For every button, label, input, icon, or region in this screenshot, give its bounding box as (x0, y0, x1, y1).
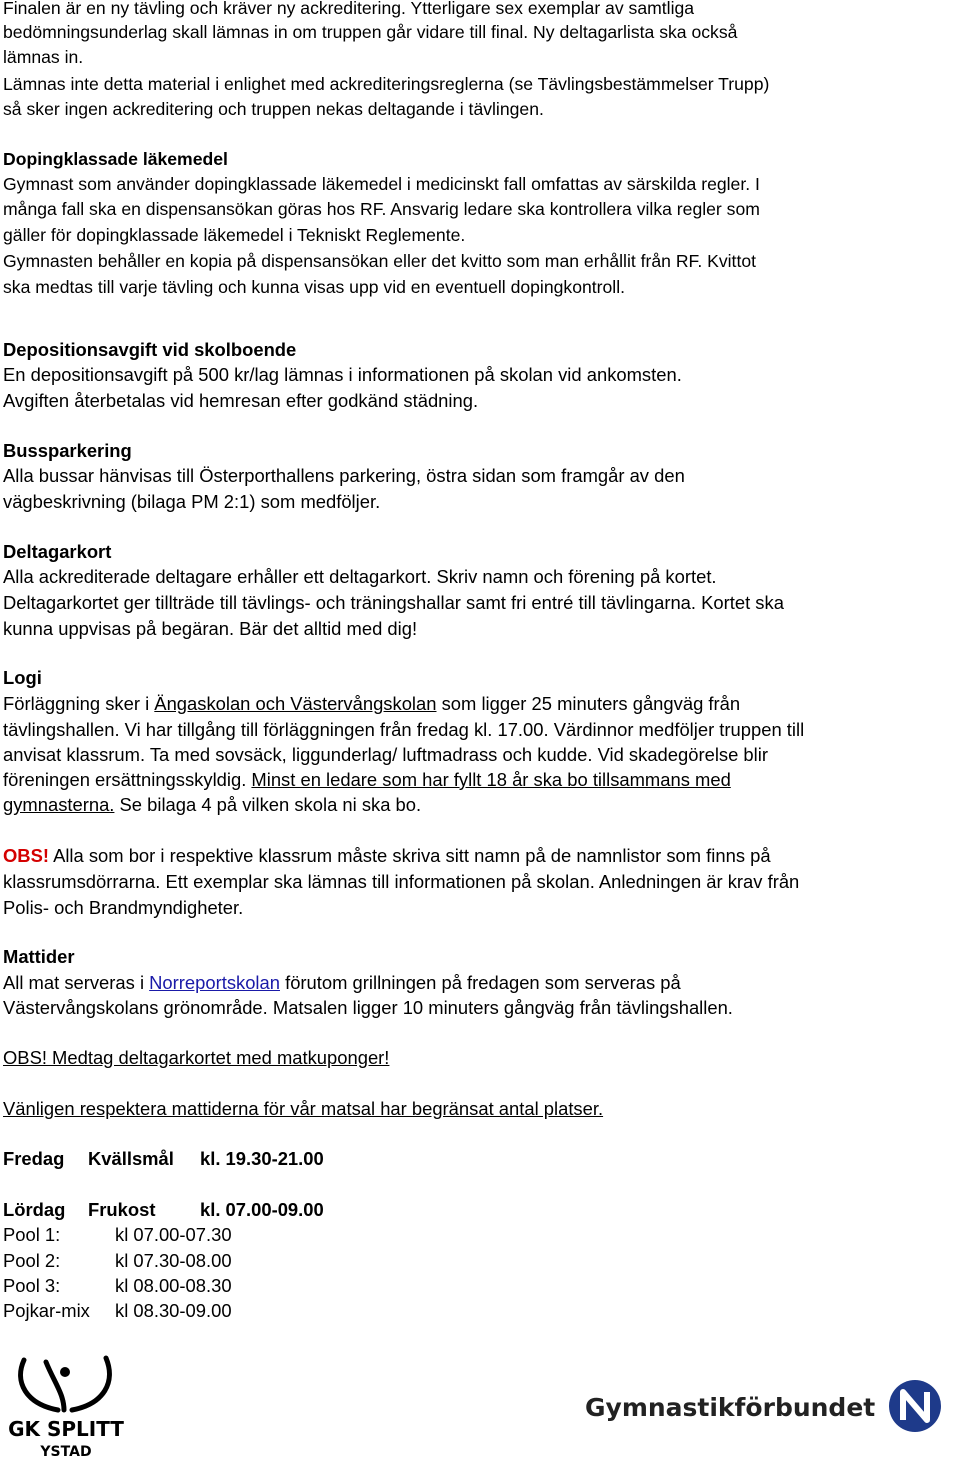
pool-name: Pool 2: (3, 1250, 61, 1271)
pool-time: kl 07.00-07.30 (115, 1224, 232, 1245)
bus-line: Alla bussar hänvisas till Österporthallens parkering, östra sidan som framgår av den (3, 465, 685, 486)
doping-line: gäller för dopingklassade läkemedel i Tekniskt Reglemente. (3, 225, 466, 245)
pool-name: Pool 1: (3, 1224, 61, 1245)
logi-heading: Logi (3, 667, 42, 688)
intro-line: så sker ingen ackreditering och truppen nekas deltagande i tävlingen. (3, 99, 544, 119)
logi-schools: Ängaskolan och Västervångskolan (154, 693, 437, 714)
card-line: kunna uppvisas på begäran. Bär det alltid med dig! (3, 618, 418, 639)
doping-line: Gymnasten behåller en kopia på dispensansökan eller det kvitto som man erhållit från RF. Kvittot (3, 251, 757, 271)
meals-heading: Mattider (3, 946, 75, 967)
logi-text: Se bilaga 4 på vilken skola ni ska bo. (114, 794, 422, 815)
deposit-heading: Depositionsavgift vid skolboende (3, 339, 297, 360)
pool-time: kl 08.00-08.30 (115, 1275, 232, 1296)
schedule-time: kl. 07.00-09.00 (200, 1199, 324, 1220)
logi-line (3, 792, 421, 818)
meals-text: förutom grillningen på fredagen som serveras på (279, 972, 681, 993)
deposit-line: Avgiften återbetalas vid hemresan efter godkänd städning. (3, 390, 479, 411)
logo-right-text: Gymnastikförbundet (585, 1393, 876, 1422)
doping-line: ska medtas till varje tävling och kunna visas upp vid en eventuell dopingkontroll. (3, 277, 626, 297)
schedule-time: kl. 19.30-21.00 (200, 1148, 324, 1169)
schedule-meal: Kvällsmål (88, 1148, 174, 1169)
logo-figure-stroke (72, 1358, 109, 1410)
logi-text: som ligger 25 minuters gångväg från (436, 693, 741, 714)
card-line: Deltagarkortet ger tillträde till tävlings- och träningshallar samt fri entré till tävlingarna. Kortet ska (3, 592, 784, 613)
doping-line: många fall ska en dispensansökan göras hos RF. Ansvarig ledare ska kontrollera vilka regler som (3, 199, 760, 219)
schedule-meal: Frukost (88, 1199, 156, 1220)
logi-line: tävlingshallen. Vi har tillgång till förläggningen från fredag kl. 17.00. Värdinnor medföljer truppen till (3, 719, 805, 740)
schedule-day: Fredag (3, 1148, 65, 1169)
card-heading: Deltagarkort (3, 541, 112, 562)
obs-line: klassrumsdörrarna. Ett exemplar ska lämnas till informationen på skolan. Anledningen är krav från (3, 871, 800, 892)
logi-line (3, 767, 731, 793)
intro-line: lämnas in. (3, 47, 84, 67)
pool-name: Pool 3: (3, 1275, 61, 1296)
card-line: Alla ackrediterade deltagare erhåller ett deltagarkort. Skriv namn och förening på kortet. (3, 566, 717, 587)
logo-figure-stroke (21, 1360, 58, 1410)
saturday-row (3, 1197, 324, 1223)
obs-text: Alla som bor i respektive klassrum måste skriva sitt namn på de namnlistor som finns på (48, 845, 771, 866)
logi-text: föreningen ersättningsskyldig. (3, 769, 252, 790)
pool-row (3, 1298, 232, 1324)
obs-line: Polis- och Brandmyndigheter. (3, 897, 244, 918)
norreportskolan-link[interactable]: Norreportskolan (149, 972, 280, 993)
pool-name: Pojkar-mix (3, 1300, 90, 1321)
deposit-line: En depositionsavgift på 500 kr/lag lämnas i informationen på skolan vid ankomsten. (3, 364, 682, 385)
friday-row (3, 1146, 324, 1172)
meals-line: Västervångskolans grönområde. Matsalen ligger 10 minuters gångväg från tävlingshallen. (3, 997, 733, 1018)
gymnastikforbundet-logo (585, 1378, 945, 1436)
pool-row (3, 1222, 232, 1248)
meals-line (3, 970, 681, 996)
logi-line (3, 691, 740, 717)
bus-line: vägbeskrivning (bilaga PM 2:1) som medföljer. (3, 491, 381, 512)
logi-leader-rule: gymnasterna. (3, 794, 115, 815)
pool-row (3, 1248, 232, 1274)
obs-label: OBS! (3, 845, 49, 866)
logi-leader-rule: Minst en ledare som har fyllt 18 år ska bo tillsammans med (251, 769, 731, 790)
bus-heading: Bussparkering (3, 440, 132, 461)
logi-text: Förläggning sker i (3, 693, 155, 714)
meals-obs-line: OBS! Medtag deltagarkortet med matkuponger! (3, 1047, 390, 1068)
pool-time: kl 07.30-08.00 (115, 1250, 232, 1271)
intro-line: Lämnas inte detta material i enlighet med ackrediteringsreglerna (se Tävlingsbestämmelser Trupp) (3, 74, 770, 94)
intro-line: bedömningsunderlag skall lämnas in om truppen går vidare till final. Ny deltagarlista ska också (3, 22, 738, 42)
logi-line: anvisat klassrum. Ta med sovsäck, liggunderlag/ luftmadrass och kudde. Vid skadegörelse blir (3, 744, 768, 765)
meals-respect-line: Vänligen respektera mattiderna för vår matsal har begränsat antal platser. (3, 1098, 604, 1119)
pool-row (3, 1273, 232, 1299)
doping-heading: Dopingklassade läkemedel (3, 149, 228, 169)
pool-time: kl 08.30-09.00 (115, 1300, 232, 1321)
intro-line: Finalen är en ny tävling och kräver ny ackreditering. Ytterligare sex exemplar av samtliga (3, 0, 695, 18)
logo-figure-head (60, 1367, 70, 1377)
doping-line: Gymnast som använder dopingklassade läkemedel i medicinskt fall omfattas av särskilda regler. I (3, 174, 760, 194)
obs-line (3, 843, 771, 869)
schedule-day: Lördag (3, 1199, 66, 1220)
gk-splitt-logo (6, 1352, 126, 1460)
logo-left-main: GK SPLITT (8, 1417, 124, 1441)
meals-text: All mat serveras i (3, 972, 150, 993)
logo-left-sub: YSTAD (40, 1444, 92, 1460)
